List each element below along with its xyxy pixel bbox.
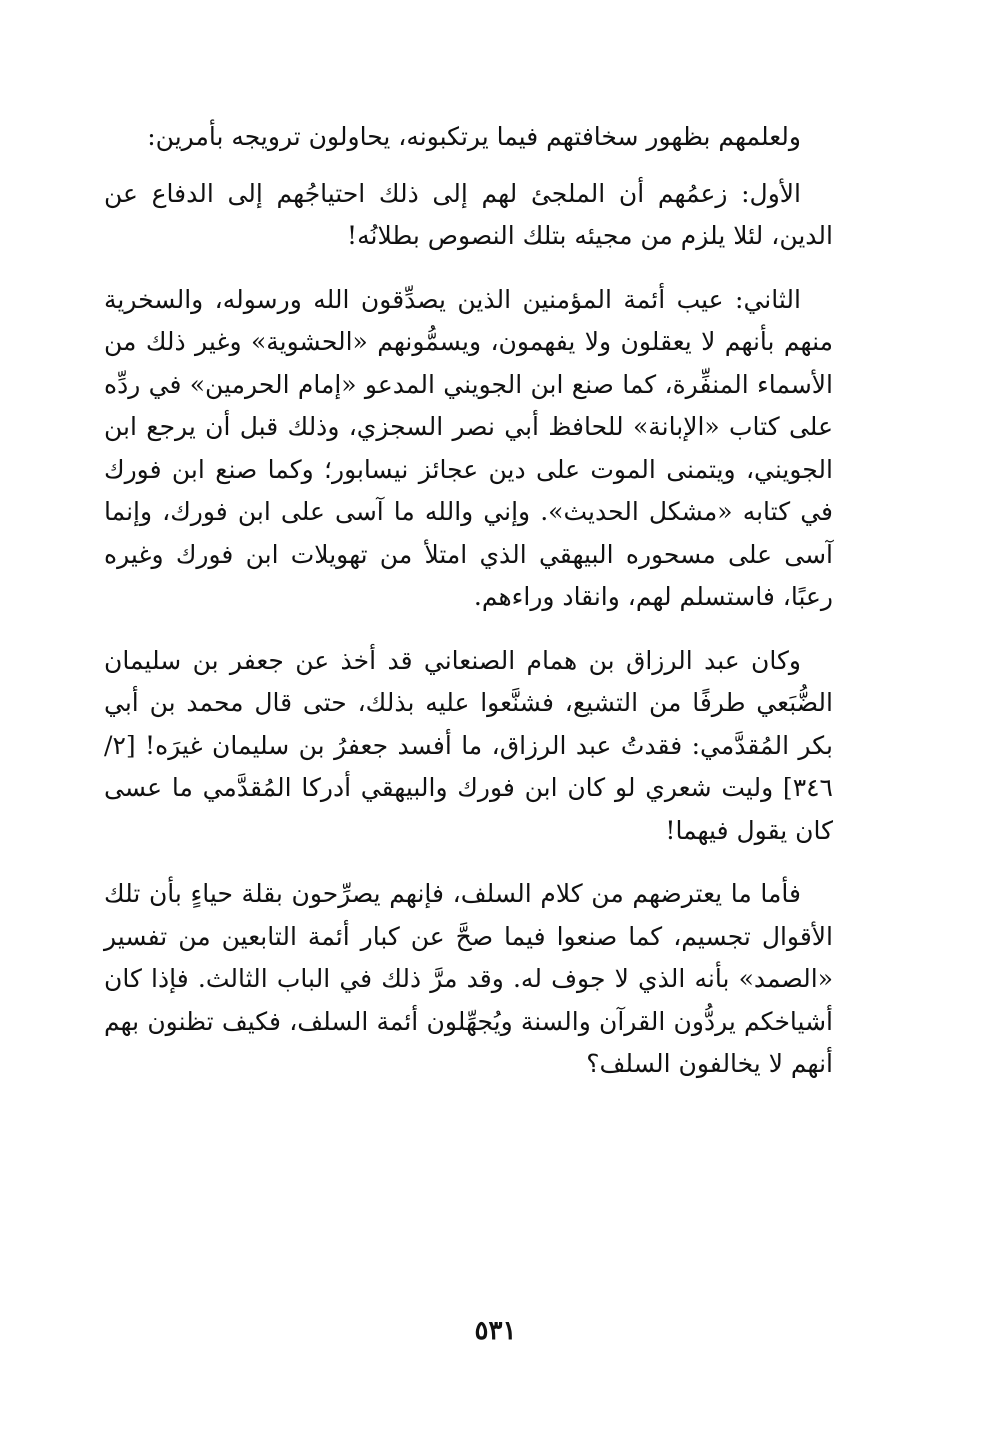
paragraph-abdulrazzaq: وكان عبد الرزاق بن همام الصنعاني قد أخذ عن جعفر بن سليمان الضُّبَعي طرفًا من التشيع، فشنَّعوا عليه بذلك، حتى قال محمد بن أبي بكر المُقدَّمي: فقدتُ عبد الرزاق، ما أفسد جعفرُ بن سليمان غيرَه! [٢/ ٣٤٦] وليت شعري لو كان ابن فورك والبيهقي أدركا المُقدَّمي ما عسى كان يقول فيهما! [104, 645, 833, 845]
paragraph-first-point: الأول: زعمُهم أن الملجئ لهم إلى ذلك احتياجُهم إلى الدفاع عن الدين، لئلا يلزم من مجيئه بتلك النصوص بطلانُه! [104, 178, 833, 250]
page-number: ٥٣١ [474, 1316, 517, 1346]
paragraph-salaf: فأما ما يعترضهم من كلام السلف، فإنهم يصرِّحون بقلة حياءٍ بأن تلك الأقوال تجسيم، كما صنعوا فيما صحَّ عن كبار أئمة التابعين من تفسير «الصمد» بأنه الذي لا جوف له. وقد مرَّ ذلك في الباب الثالث. فإذا كان أشياخكم يردُّون القرآن والسنة ويُجهِّلون أئمة السلف، فكيف تظنون بهم أنهم لا يخالفون السلف؟ [104, 879, 833, 1078]
paragraph-intro: ولعلمهم بظهور سخافتهم فيما يرتكبونه، يحاولون ترويجه بأمرين: [147, 122, 801, 151]
body-text [104, 116, 833, 1107]
paragraph-second-point: الثاني: عيب أئمة المؤمنين الذين يصدِّقون الله ورسوله، والسخرية منهم بأنهم لا يعقلون ولا يفهمون، ويسمُّونهم «الحشوية» وغير ذلك من الأسماء المنفِّرة، كما صنع ابن الجويني المدعو «إمام الحرمين» في ردِّه على كتاب «الإبانة» للحافظ أبي نصر السجزي، وذلك قبل أن يرجع ابن الجويني، ويتمنى الموت على دين عجائز نيسابور؛ وكما صنع ابن فورك في كتابه «مشكل الحديث». وإني والله ما آسى على ابن فورك، وإنما آسى على مسحوره البيهقي الذي امتلأ من تهويلات ابن فورك وغيره رعبًا، فاستسلم لهم، وانقاد وراءهم. [104, 284, 833, 611]
